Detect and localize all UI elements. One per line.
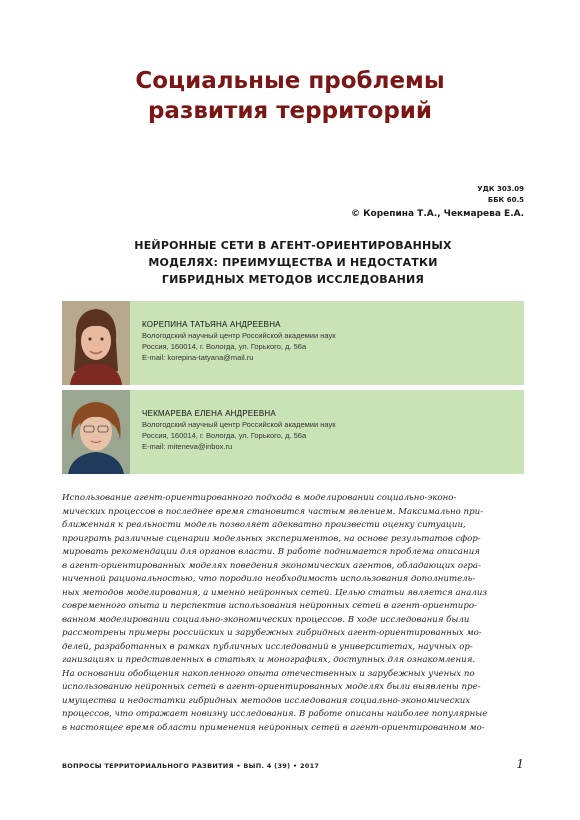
article-metadata: [351, 184, 524, 221]
article-title: [60, 237, 526, 288]
author-info-korepina: [142, 319, 336, 363]
author-address: Россия, 160014, г. Вологда, ул. Горького, д. 56а: [142, 342, 307, 351]
abstract-line: ганизациях и представленных в статьях и монографиях, доступных для ознакомления.: [62, 655, 476, 665]
article-title-line-3: ГИБРИДНЫХ МЕТОДОВ ИССЛЕДОВАНИЯ: [161, 273, 425, 286]
author-email: E-mail: miteneva@inbox.ru: [142, 442, 233, 451]
article-title-line-2: МОДЕЛЯХ: ПРЕИМУЩЕСТВА И НЕДОСТАТКИ: [148, 256, 438, 269]
abstract: [62, 492, 524, 735]
page-number: 1: [516, 757, 524, 771]
copyright-line: © Корепина Т.А., Чекмарева Е.А.: [351, 209, 524, 219]
abstract-line: процессов, что отражает новизну исследования. В работе описаны наиболее популярные: [62, 709, 488, 719]
section-title-line-1: Социальные проблемы: [135, 68, 445, 94]
abstract-line: мических процессов в последнее время становится частым явлением. Максимально при-: [62, 506, 484, 517]
abstract-line: ниченной рациональностью, что породило необходимость использования дополнитель-: [62, 574, 476, 584]
journal-footer: ВОПРОСЫ ТЕРРИТОРИАЛЬНОГО РАЗВИТИЯ • ВЫП. 4 (39) • 2017: [62, 762, 320, 770]
author-email: E-mail: korepina-tatyana@mail.ru: [142, 353, 254, 362]
section-title: [0, 66, 580, 126]
section-title-line-2: развития территорий: [147, 98, 433, 124]
abstract-line: делей, разработанных в рамках публичных исследований в университетах, научных ор-: [62, 641, 473, 652]
abstract-line: ных методов моделирования, а именно нейронных сетей. Целью статьи является анализ: [62, 587, 488, 598]
abstract-line: Использование агент-ориентированного подхода в моделировании социально-эконо-: [62, 493, 457, 503]
abstract-line: На основании обобщения накопленного опыта отечественных и зарубежных ученых по: [62, 668, 475, 679]
author-address: Россия, 160014, г. Вологда, ул. Горького, д. 56а: [142, 431, 307, 440]
author-organization: Вологодский научный центр Российской академии наук: [142, 331, 336, 340]
abstract-line: проиграть различные сценарии модельных экспериментов, на основе результатов сфор-: [62, 533, 481, 544]
article-title-line-1: НЕЙРОННЫЕ СЕТИ В АГЕНТ-ОРИЕНТИРОВАННЫХ: [134, 239, 452, 252]
author-info-chekmareva: [142, 408, 336, 452]
author-photo-chekmareva: [62, 390, 130, 474]
author-name: ЧЕКМАРЕВА ЕЛЕНА АНДРЕЕВНА: [142, 409, 276, 418]
author-photo-korepina: [62, 301, 130, 385]
abstract-line: имущества и недостатки гибридных методов исследования социально-экономических: [62, 695, 471, 706]
abstract-line: ближенная к реальности модель позволяет адекватно произвести оценку ситуации,: [62, 520, 466, 530]
abstract-line: современного опыта и перспектив использования нейронных сетей в агент-ориентиро-: [62, 601, 477, 611]
bbk-code: ББК 60.5: [487, 196, 524, 204]
udk-code: УДК 303.09: [477, 185, 524, 193]
abstract-line: рассмотрены примеры российских и зарубежных гибридных агент-ориентированных мо-: [62, 628, 482, 638]
author-card-chekmareva: [62, 390, 524, 474]
abstract-line: в настоящее время области применения нейронных сетей в агент-ориентированном мо-: [62, 722, 485, 733]
author-card-korepina: [62, 301, 524, 385]
abstract-line: ванном моделировании социально-экономических процессов. В ходе исследования были: [62, 614, 470, 625]
abstract-line: в агент-ориентированных моделях поведения экономических агентов, обладающих огра-: [62, 560, 481, 571]
abstract-line: использованию нейронных сетей в агент-ориентированных моделях были выявлены пре-: [62, 682, 481, 692]
author-name: КОРЕПИНА ТАТЬЯНА АНДРЕЕВНА: [142, 320, 281, 329]
abstract-line: мировать рекомендации для органов власти. В работе поднимается проблема описания: [62, 547, 480, 557]
author-organization: Вологодский научный центр Российской академии наук: [142, 420, 336, 429]
